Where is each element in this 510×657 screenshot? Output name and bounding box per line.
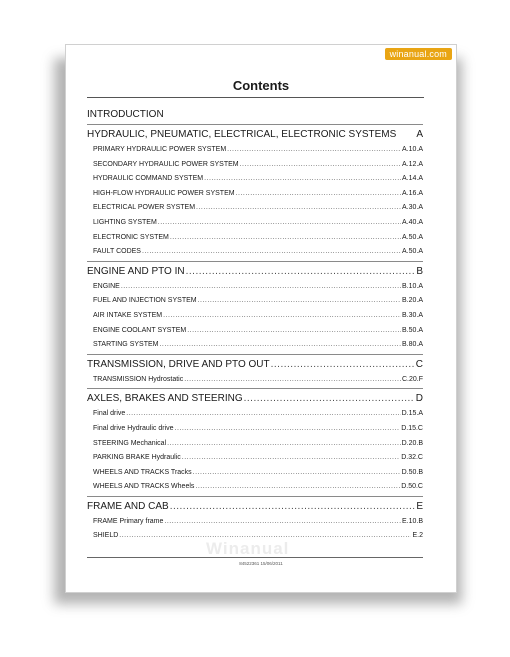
- toc-entry-ref: A.10.A: [401, 146, 423, 153]
- toc-entry-row[interactable]: [87, 480, 423, 495]
- section-divider: [87, 261, 423, 262]
- toc-entry-row[interactable]: [87, 451, 423, 466]
- dot-leader: [187, 324, 401, 339]
- toc-section-row[interactable]: [87, 391, 423, 407]
- toc-entry-label: HIGH-FLOW HYDRAULIC POWER SYSTEM: [93, 189, 235, 197]
- dot-leader: [240, 158, 401, 173]
- toc-entry-label: ELECTRONIC SYSTEM: [93, 233, 169, 241]
- section-divider: [87, 388, 423, 389]
- toc-entry-row[interactable]: [87, 245, 423, 260]
- title-divider: [87, 97, 424, 98]
- dot-leader: [159, 338, 401, 353]
- toc-entry-label: FRAME Primary frame: [93, 517, 164, 525]
- toc-section-title: FRAME AND CAB: [87, 500, 169, 512]
- toc-entry-label: SECONDARY HYDRAULIC POWER SYSTEM: [93, 160, 239, 168]
- toc-entry-ref: B.80.A: [401, 341, 423, 349]
- toc-entry-ref: A.50.A: [401, 248, 423, 256]
- toc-entry-label: WHEELS AND TRACKS Wheels: [93, 483, 195, 491]
- dot-leader: [236, 187, 401, 202]
- toc-section-row[interactable]: [87, 499, 423, 515]
- toc-entry-label: FAULT CODES: [93, 248, 141, 256]
- table-of-contents: [87, 107, 423, 544]
- toc-entry-ref: A.14.A: [401, 175, 423, 183]
- dot-leader: [184, 373, 401, 388]
- site-label[interactable]: winanual.com: [385, 48, 452, 60]
- dot-leader: [271, 357, 415, 373]
- toc-entry-label: HYDRAULIC COMMAND SYSTEM: [93, 175, 204, 183]
- toc-entry-row[interactable]: [87, 158, 423, 173]
- toc-entry-ref: D.50.B: [401, 468, 423, 476]
- dot-leader: [175, 422, 401, 437]
- toc-entry-label: SHIELD: [93, 532, 119, 540]
- toc-entry-label: STARTING SYSTEM: [93, 341, 159, 349]
- toc-entry-row[interactable]: [87, 231, 423, 246]
- toc-entry-row[interactable]: [87, 309, 423, 324]
- toc-entry-row[interactable]: [87, 407, 423, 422]
- toc-section-letter: E: [416, 500, 423, 512]
- toc-entry-row[interactable]: [87, 187, 423, 202]
- toc-entry-row[interactable]: [87, 324, 423, 339]
- toc-section-title: TRANSMISSION, DRIVE AND PTO OUT: [87, 358, 270, 370]
- toc-section-row[interactable]: [87, 127, 423, 143]
- toc-intro[interactable]: [87, 107, 423, 123]
- toc-entry-label: FUEL AND INJECTION SYSTEM: [93, 297, 197, 305]
- toc-entry-row[interactable]: [87, 172, 423, 187]
- toc-entry-label: WHEELS AND TRACKS Tracks: [93, 468, 192, 476]
- toc-section-title: ENGINE AND PTO IN: [87, 265, 185, 277]
- dot-leader: [204, 172, 401, 187]
- toc-entry-label: AIR INTAKE SYSTEM: [93, 311, 163, 319]
- toc-entry-ref: B.20.A: [401, 297, 423, 305]
- toc-entry-row[interactable]: [87, 294, 423, 309]
- dot-leader: [170, 499, 416, 515]
- toc-entry-ref: B.30.A: [401, 311, 423, 319]
- toc-entry-ref: A.40.A: [401, 218, 423, 226]
- toc-entry-ref: A.16.A: [401, 189, 423, 197]
- toc-entry-label: TRANSMISSION Hydrostatic: [93, 375, 184, 383]
- toc-entry-ref: D.32.C: [401, 454, 423, 462]
- dot-leader: [126, 407, 400, 422]
- toc-entry-label: ELECTRICAL POWER SYSTEM: [93, 204, 196, 212]
- section-divider: [87, 124, 423, 125]
- watermark: Winanual: [206, 539, 290, 558]
- toc-entry-label: LIGHTING SYSTEM: [93, 218, 157, 226]
- footer-doc-id: 84522361 15/06/2011: [239, 561, 283, 566]
- toc-entry-ref: E.10.B: [401, 517, 423, 525]
- dot-leader: [186, 264, 416, 280]
- toc-entry-row[interactable]: [87, 216, 423, 231]
- dot-leader: [195, 480, 400, 495]
- dot-leader: [167, 437, 400, 452]
- dot-leader: [158, 216, 401, 231]
- dot-leader: [227, 143, 401, 158]
- toc-section-title: HYDRAULIC, PNEUMATIC, ELECTRICAL, ELECTRONIC SYSTEMS: [87, 129, 397, 140]
- dot-leader: [164, 515, 401, 530]
- toc-entry-label: Final drive Hydraulic drive: [93, 424, 174, 432]
- toc-entry-ref: B.10.A: [401, 282, 423, 290]
- dot-leader: [193, 466, 401, 481]
- dot-leader: [198, 294, 401, 309]
- toc-entry-row[interactable]: [87, 437, 423, 452]
- toc-entry-row[interactable]: [87, 373, 423, 388]
- dot-leader: [121, 280, 401, 295]
- toc-entry-label: Final drive: [93, 410, 126, 418]
- toc-entry-ref: E.2: [412, 532, 423, 540]
- toc-entry-label: PRIMARY HYDRAULIC POWER SYSTEM: [93, 146, 227, 153]
- toc-entry-ref: A.12.A: [401, 160, 423, 168]
- document-page: [65, 44, 457, 593]
- toc-entry-ref: D.20.B: [401, 439, 423, 447]
- toc-entry-row[interactable]: [87, 338, 423, 353]
- toc-section-letter: B: [416, 265, 423, 277]
- toc-entry-row[interactable]: [87, 201, 423, 216]
- toc-entry-label: ENGINE COOLANT SYSTEM: [93, 326, 187, 334]
- toc-entry-label: STEERING Mechanical: [93, 439, 167, 447]
- toc-entry-label: PARKING BRAKE Hydraulic: [93, 454, 181, 462]
- dot-leader: [142, 245, 401, 260]
- dot-leader: [163, 309, 401, 324]
- toc-entry-row[interactable]: [87, 515, 423, 530]
- dot-leader: [182, 451, 400, 466]
- dot-leader: [244, 391, 415, 407]
- toc-section-row[interactable]: [87, 357, 423, 373]
- toc-section-letter: A: [416, 129, 423, 140]
- toc-section-row[interactable]: [87, 264, 423, 280]
- toc-entry-ref: B.50.A: [401, 326, 423, 334]
- toc-entry-ref: D.15.C: [401, 424, 423, 432]
- toc-section-letter: C: [415, 358, 423, 370]
- page-title: Contents: [232, 78, 290, 93]
- toc-section-letter: D: [415, 393, 423, 405]
- toc-entry-ref: D.15.A: [401, 410, 423, 418]
- toc-intro-label: INTRODUCTION: [87, 109, 164, 120]
- footer-divider: [87, 557, 423, 558]
- toc-entry-row[interactable]: [87, 143, 423, 158]
- section-divider: [87, 354, 423, 355]
- toc-entry-ref: A.50.A: [401, 233, 423, 241]
- toc-entry-ref: D.50.C: [401, 483, 423, 491]
- toc-section-title: AXLES, BRAKES AND STEERING: [87, 393, 243, 405]
- section-divider: [87, 496, 423, 497]
- toc-entry-row[interactable]: [87, 280, 423, 295]
- dot-leader: [196, 201, 401, 216]
- toc-entry-label: ENGINE: [93, 282, 120, 290]
- dot-leader: [170, 231, 401, 246]
- toc-entry-row[interactable]: [87, 466, 423, 481]
- toc-entry-ref: A.30.A: [401, 204, 423, 212]
- toc-entry-ref: C.20.F: [401, 375, 423, 383]
- toc-entry-row[interactable]: [87, 422, 423, 437]
